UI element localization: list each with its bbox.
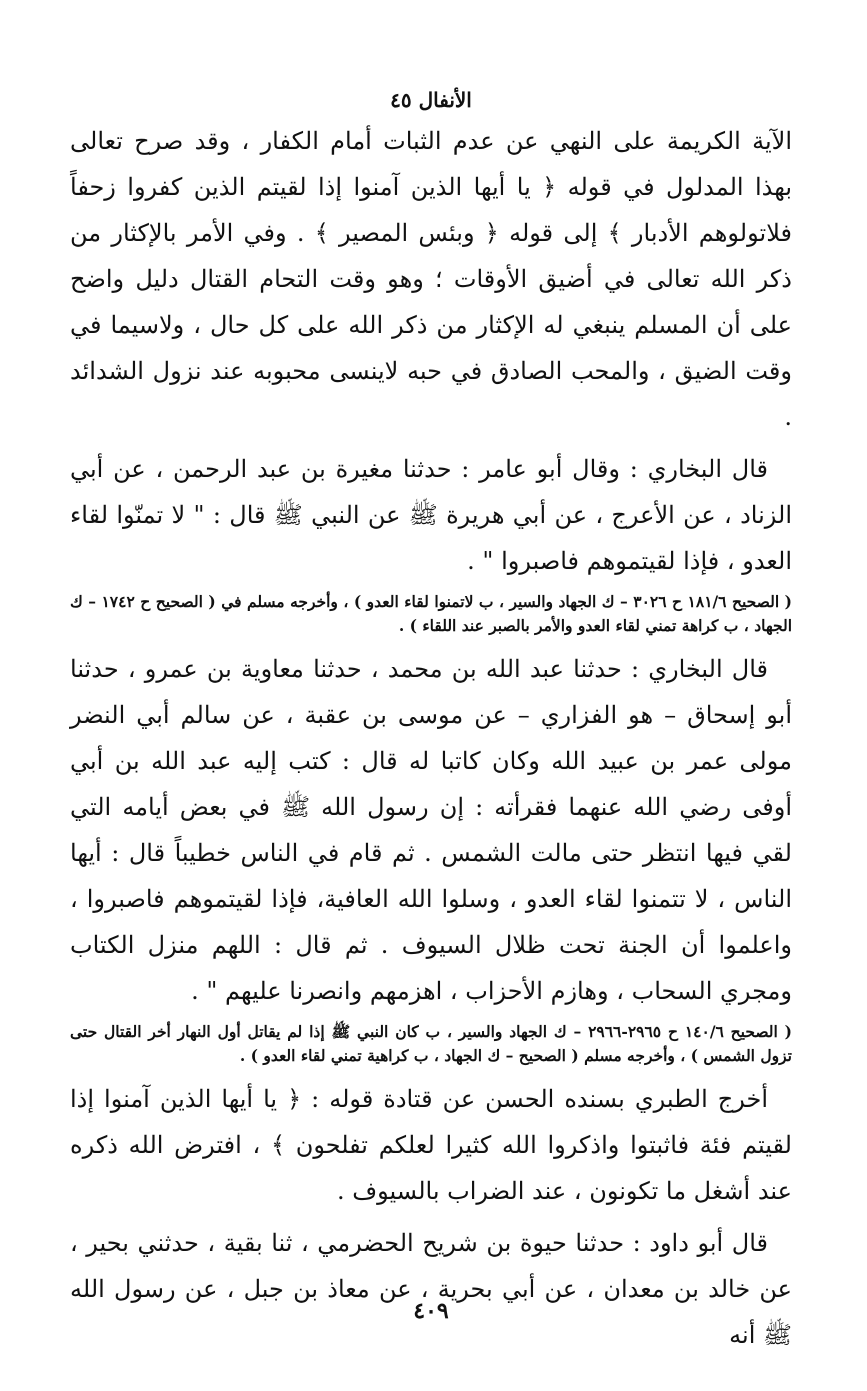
paragraph-abu-dawud: قال أبو داود : حدثنا حيوة بن شريح الحضرمي ، ثنا بقية ، حدثني بحير ، عن خالد بن معدان ، عن أبي بحرية ، عن معاذ بن جبل ، عن رسول الله ﷺ أنه (70, 1229, 792, 1349)
page-header: الأنفال ٤٥ (390, 88, 472, 112)
paragraph-hadith-bukhari-2: قال البخاري : حدثنا عبد الله بن محمد ، حدثنا معاوية بن عمرو ، حدثنا أبو إسحاق – هو الفزاري – عن موسى بن عقبة ، عن سالم أبي النضر مولى عمر بن عبيد الله وكان كاتبا له قال : كتب إليه عبد الله بن أبي أوفى رضي الله عنهما فقرأته : إن رسول الله ﷺ في بعض أيامه التي لقي فيها انتظر حتى مالت الشمس . ثم قام في الناس خطيباً قال : أيها الناس ، لا تتمنوا لقاء العدو ، وسلوا الله العافية، فإذا لقيتموهم فاصبروا ، واعلموا أن الجنة تحت ظلال السيوف . ثم قال : اللهم منزل الكتاب ومجري السحاب ، وهازم الأحزاب ، اهزمهم وانصرنا عليهم " . (70, 655, 793, 1005)
paragraph-tabari: أخرج الطبري بسنده الحسن عن قتادة قوله : ﴿ يا أيها الذين آمنوا إذا لقيتم فئة فاثبتوا واذكروا الله كثيرا لعلكم تفلحون ﴾ ، افترض الله ذكره عند أشغل ما تكونون ، عند الضراب بالسيوف . (70, 1085, 792, 1205)
page-content (70, 118, 792, 1358)
reference-note-2: ( الصحيح ١٤٠/٦ ح ٢٩٦٥-٢٩٦٦ – ك الجهاد والسير ، ب كان النبي ﷺ إذا لم يقاتل أول النهار أخر القتال حتى تزول الشمس ) ، وأخرجه مسلم ( الصحيح – ك الجهاد ، ب كراهية تمني لقاء العدو ) . (70, 1022, 792, 1065)
page-number: ٤٠٩ (413, 1298, 449, 1324)
reference-note-1: ( الصحيح ١٨١/٦ ح ٣٠٢٦ – ك الجهاد والسير ، ب لاتمنوا لقاء العدو ) ، وأخرجه مسلم في ( الصحيح ح ١٧٤٢ – ك الجهاد ، ب كراهة تمني لقاء العدو والأمر بالصبر عند اللقاء ) . (70, 592, 792, 635)
book-page (70, 88, 793, 1349)
paragraph-commentary: الآية الكريمة على النهي عن عدم الثبات أمام الكفار ، وقد صرح تعالى بهذا المدلول في قوله ﴿ يا أيها الذين آمنوا إذا لقيتم الذين كفروا زحفاً فلاتولوهم الأدبار ﴾ إلى قوله ﴿ وبئس المصير ﴾ . وفي الأمر بالإكثار من ذكر الله تعالى في أضيق الأوقات ؛ وهو وقت التحام القتال دليل واضح على أن المسلم ينبغي له الإكثار من ذكر الله على كل حال ، ولاسيما في وقت الضيق ، والمحب الصادق في حبه لاينسى محبوبه عند نزول الشدائد . (70, 127, 792, 431)
paragraph-hadith-bukhari-1: قال البخاري : وقال أبو عامر : حدثنا مغيرة بن عبد الرحمن ، عن أبي الزناد ، عن الأعرج ، عن أبي هريرة ﷺ عن النبي ﷺ قال : " لا تمنّوا لقاء العدو ، فإذا لقيتموهم فاصبروا " . (70, 455, 792, 575)
